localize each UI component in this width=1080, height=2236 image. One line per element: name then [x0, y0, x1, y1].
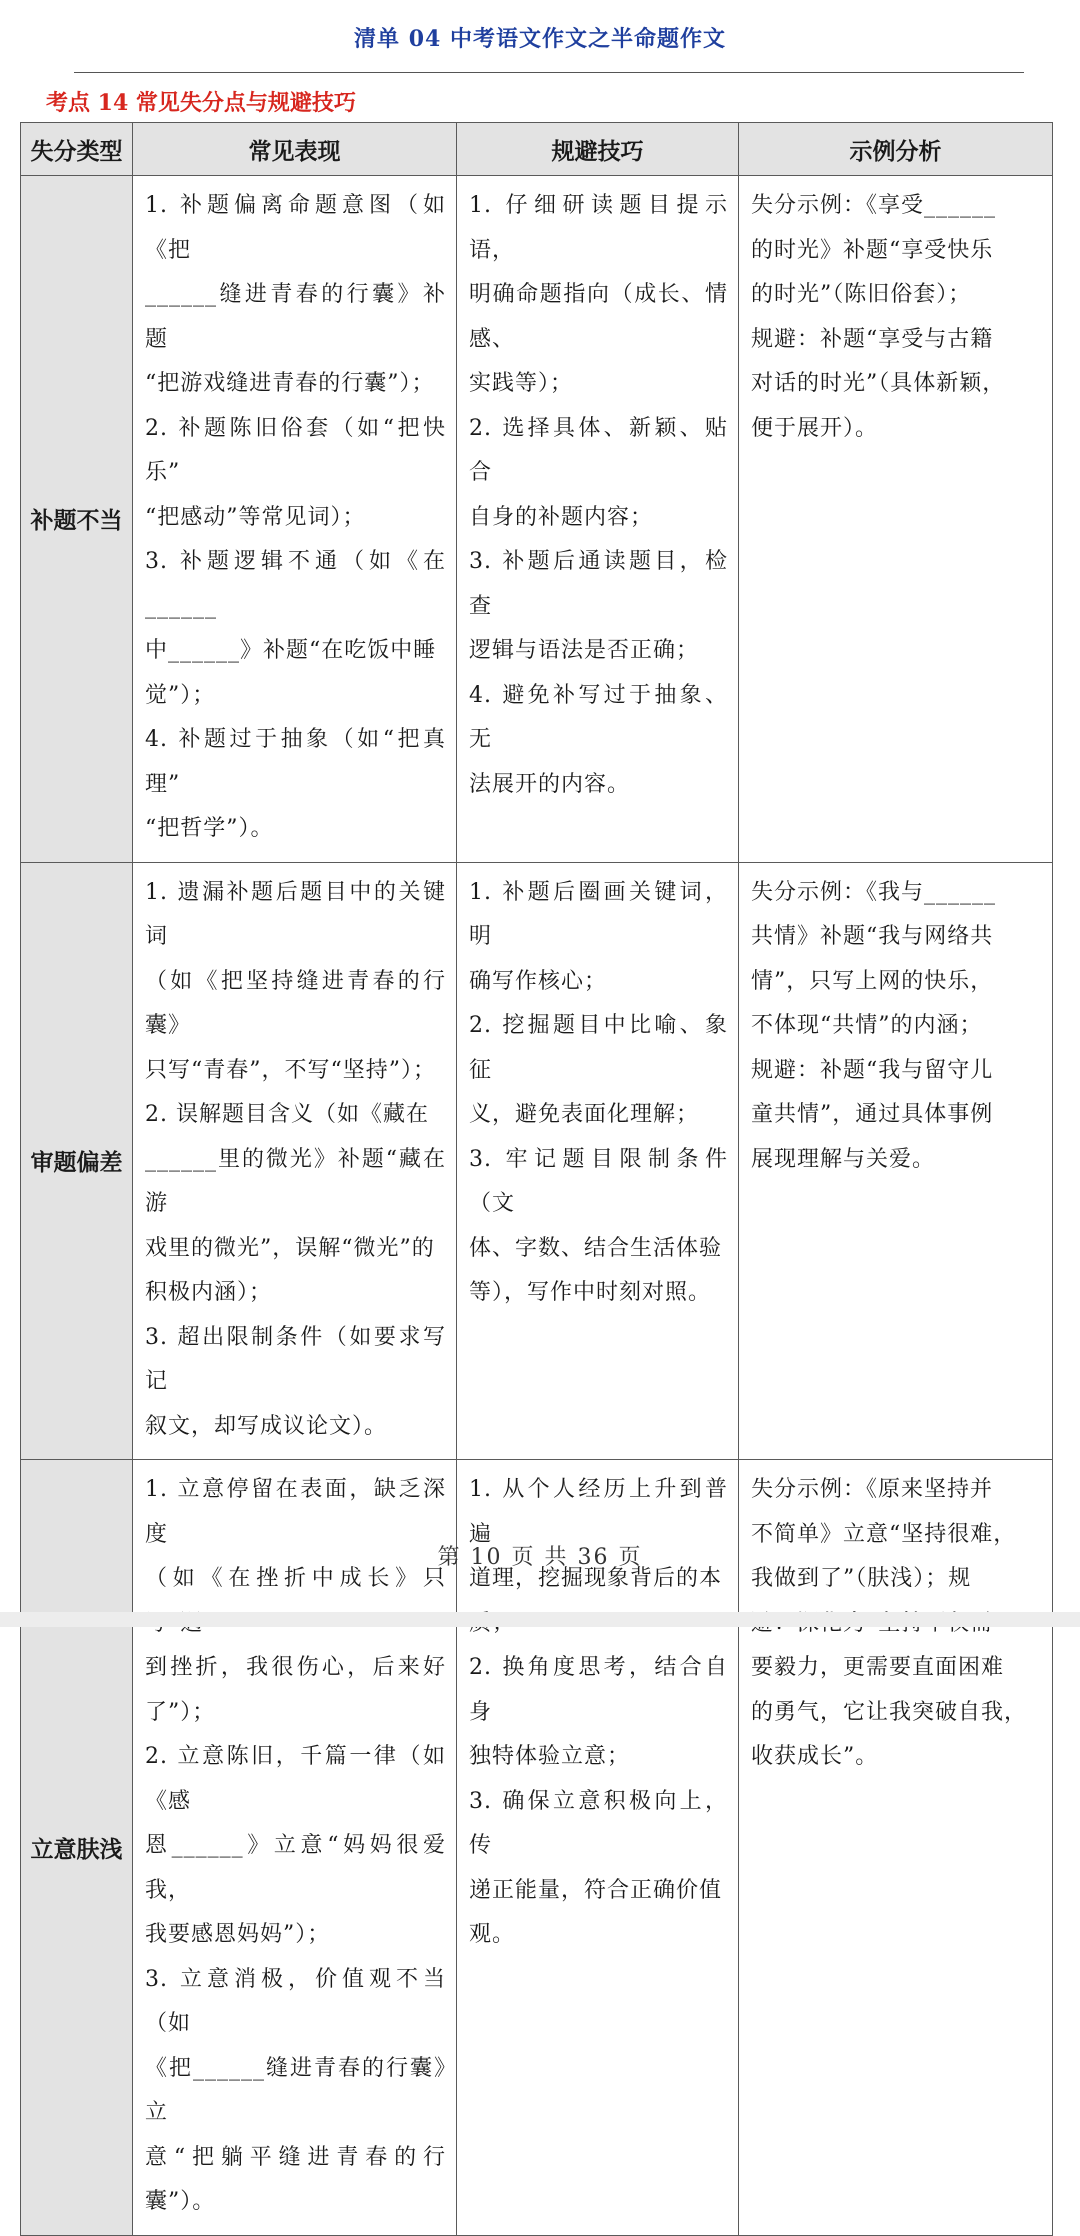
row-example-cell: [739, 176, 1053, 863]
tips-line: 递正能量，符合正确价值: [469, 1877, 723, 1903]
row-type-label: 补题不当: [21, 176, 133, 863]
tips-line: 2. 换角度思考，结合自身: [469, 1655, 728, 1725]
tips-line: 自身的补题内容；: [469, 504, 654, 530]
tips-line: 体、字数、结合生活体验: [469, 1235, 723, 1261]
column-header-tips: 规避技巧: [457, 123, 739, 176]
tips-line: 独特体验立意；: [469, 1744, 631, 1769]
page-header-title: 清单 04 中考语文作文之半命题作文: [354, 26, 726, 52]
performance-line: 叙文，却写成议论文）。: [145, 1413, 388, 1439]
tips-line: 3. 确保立意积极向上，传: [469, 1788, 728, 1858]
performance-line: 1. 补题偏离命题意图（如《把: [145, 193, 446, 263]
performance-line: 恩______》立意“妈妈很爱我，: [145, 1833, 446, 1903]
performance-line: 《把______缝进青春的行囊》立: [145, 2055, 446, 2125]
example-line: 的时光”（陈旧俗套）；: [751, 282, 972, 307]
row-tips-cell: [457, 1460, 739, 2236]
tips-line: 道理，挖掘现象背后的本: [469, 1566, 723, 1591]
example-line: 要毅力，更需要直面困难: [751, 1655, 1005, 1680]
example-line: 的时光》补题“享受快乐: [751, 237, 994, 263]
table-row: [21, 176, 1053, 863]
tips-line: 观。: [469, 1922, 516, 1947]
performance-line: 2. 补题陈旧俗套（如“把快乐”: [145, 415, 446, 485]
example-line: 便于展开）。: [751, 415, 879, 441]
section-title: 考点 14 常见失分点与规避技巧: [46, 90, 356, 116]
header-divider: [74, 72, 1024, 73]
tips-line: 3. 补题后通读题目，检查: [469, 549, 728, 619]
column-header-example: 示例分析: [739, 123, 1053, 176]
tips-line: 等），写作中时刻对照。: [469, 1280, 712, 1305]
performance-line: 中______》补题“在吃饭中睡: [145, 638, 437, 663]
example-line: 共情》补题“我与网络共: [751, 924, 994, 949]
performance-line: 1. 立意停留在表面，缺乏深度: [145, 1477, 446, 1547]
example-line: 的勇气，它让我突破自我，: [751, 1699, 1028, 1725]
example-line: 我做到了”（肤浅）；规: [751, 1566, 972, 1591]
tips-line: 4. 避免补写过于抽象、无: [469, 682, 728, 752]
tips-line: 逻辑与语法是否正确；: [469, 638, 700, 663]
row-example-cell: [739, 1460, 1053, 2236]
tips-line: 1. 仔细研读题目提示语，: [469, 193, 728, 263]
example-line: 不简单》立意“坚持很难，: [751, 1521, 1017, 1547]
example-line: 情”，只写上网的快乐，: [751, 968, 994, 994]
row-tips-cell: [457, 862, 739, 1460]
example-line: 失分示例：《享受______: [751, 193, 997, 218]
page-number: 第 10 页 共 36 页: [437, 1545, 643, 1570]
performance-line: 到挫折，我很伤心，后来好了”）；: [145, 1655, 446, 1725]
bottom-scroll-band: [0, 1612, 1080, 1627]
performance-line: 积极内涵）；: [145, 1280, 273, 1305]
row-tips-cell: [457, 176, 739, 863]
performance-line: （如《在挫折中成长》只: [145, 1566, 446, 1591]
row-type-label: 立意肤浅: [21, 1460, 133, 2236]
performance-line: “把感动”等常见词）；: [145, 504, 366, 530]
row-performance-cell: [133, 862, 457, 1460]
performance-line: 只写“青春”，不写“坚持”）；: [145, 1057, 436, 1083]
performance-line: 3. 补题逻辑不通（如《在______: [145, 549, 446, 619]
example-line: 规避：补题“享受与古籍: [751, 326, 994, 352]
row-performance-cell: [133, 1460, 457, 2236]
example-line: 童共情”，通过具体事例: [751, 1102, 994, 1127]
example-line: 不体现“共情”的内涵；: [751, 1013, 983, 1038]
performance-line: 2. 误解题目含义（如《藏在: [145, 1102, 429, 1127]
column-header-performance: 常见表现: [133, 123, 457, 176]
performance-line: 3. 超出限制条件（如要求写记: [145, 1324, 446, 1394]
tips-line: 法展开的内容。: [469, 771, 631, 797]
example-line: 对话的时光”（具体新颖，: [751, 371, 1006, 396]
table-header-row: [21, 123, 1053, 176]
example-line: 失分示例：《我与______: [751, 879, 997, 905]
performance-line: 2. 立意陈旧，千篇一律（如《感: [145, 1744, 446, 1814]
row-example-cell: [739, 862, 1053, 1460]
performance-line: 我要感恩妈妈”）；: [145, 1922, 331, 1947]
tips-line: 明确命题指向（成长、情感、: [469, 282, 728, 352]
performance-line: 戏里的微光”，误解“微光”的: [145, 1235, 435, 1261]
example-line: 失分示例：《原来坚持并: [751, 1477, 994, 1502]
example-line: 收获成长”。: [751, 1744, 879, 1769]
performance-line: （如《把坚持缝进青春的行囊》: [145, 968, 446, 1038]
performance-line: “把游戏缝进青春的行囊”）；: [145, 371, 435, 396]
row-performance-cell: [133, 176, 457, 863]
performance-line: 4. 补题过于抽象（如“把真理”: [145, 727, 446, 797]
performance-line: 意“把躺平缝进青春的行囊”）。: [145, 2144, 446, 2214]
tips-line: 1. 从个人经历上升到普遍: [469, 1477, 728, 1547]
tips-line: 实践等）；: [469, 371, 574, 396]
row-type-label: 审题偏差: [21, 862, 133, 1460]
tips-line: 1. 补题后圈画关键词，明: [469, 879, 728, 949]
performance-line: “把哲学”）。: [145, 816, 274, 841]
error-points-table: [20, 122, 1053, 2236]
tips-line: 3. 牢记题目限制条件（文: [469, 1146, 728, 1216]
tips-line: 义，避免表面化理解；: [469, 1102, 700, 1127]
performance-line: 1. 遗漏补题后题目中的关键词: [145, 879, 446, 949]
column-header-type: 失分类型: [21, 123, 133, 176]
table-row: [21, 1460, 1053, 2236]
performance-line: ______缝进青春的行囊》补题: [145, 282, 446, 352]
tips-line: 确写作核心；: [469, 968, 608, 994]
table-row: [21, 862, 1053, 1460]
example-line: 规避：补题“我与留守儿: [751, 1057, 994, 1083]
performance-line: 觉”）；: [145, 682, 216, 708]
performance-line: ______里的微光》补题“藏在游: [145, 1146, 446, 1216]
example-line: 展现理解与关爱。: [751, 1146, 936, 1172]
tips-line: 2. 挖掘题目中比喻、象征: [469, 1013, 728, 1083]
performance-line: 3. 立意消极，价值观不当（如: [145, 1966, 446, 2036]
tips-line: 2. 选择具体、新颖、贴合: [469, 415, 728, 485]
